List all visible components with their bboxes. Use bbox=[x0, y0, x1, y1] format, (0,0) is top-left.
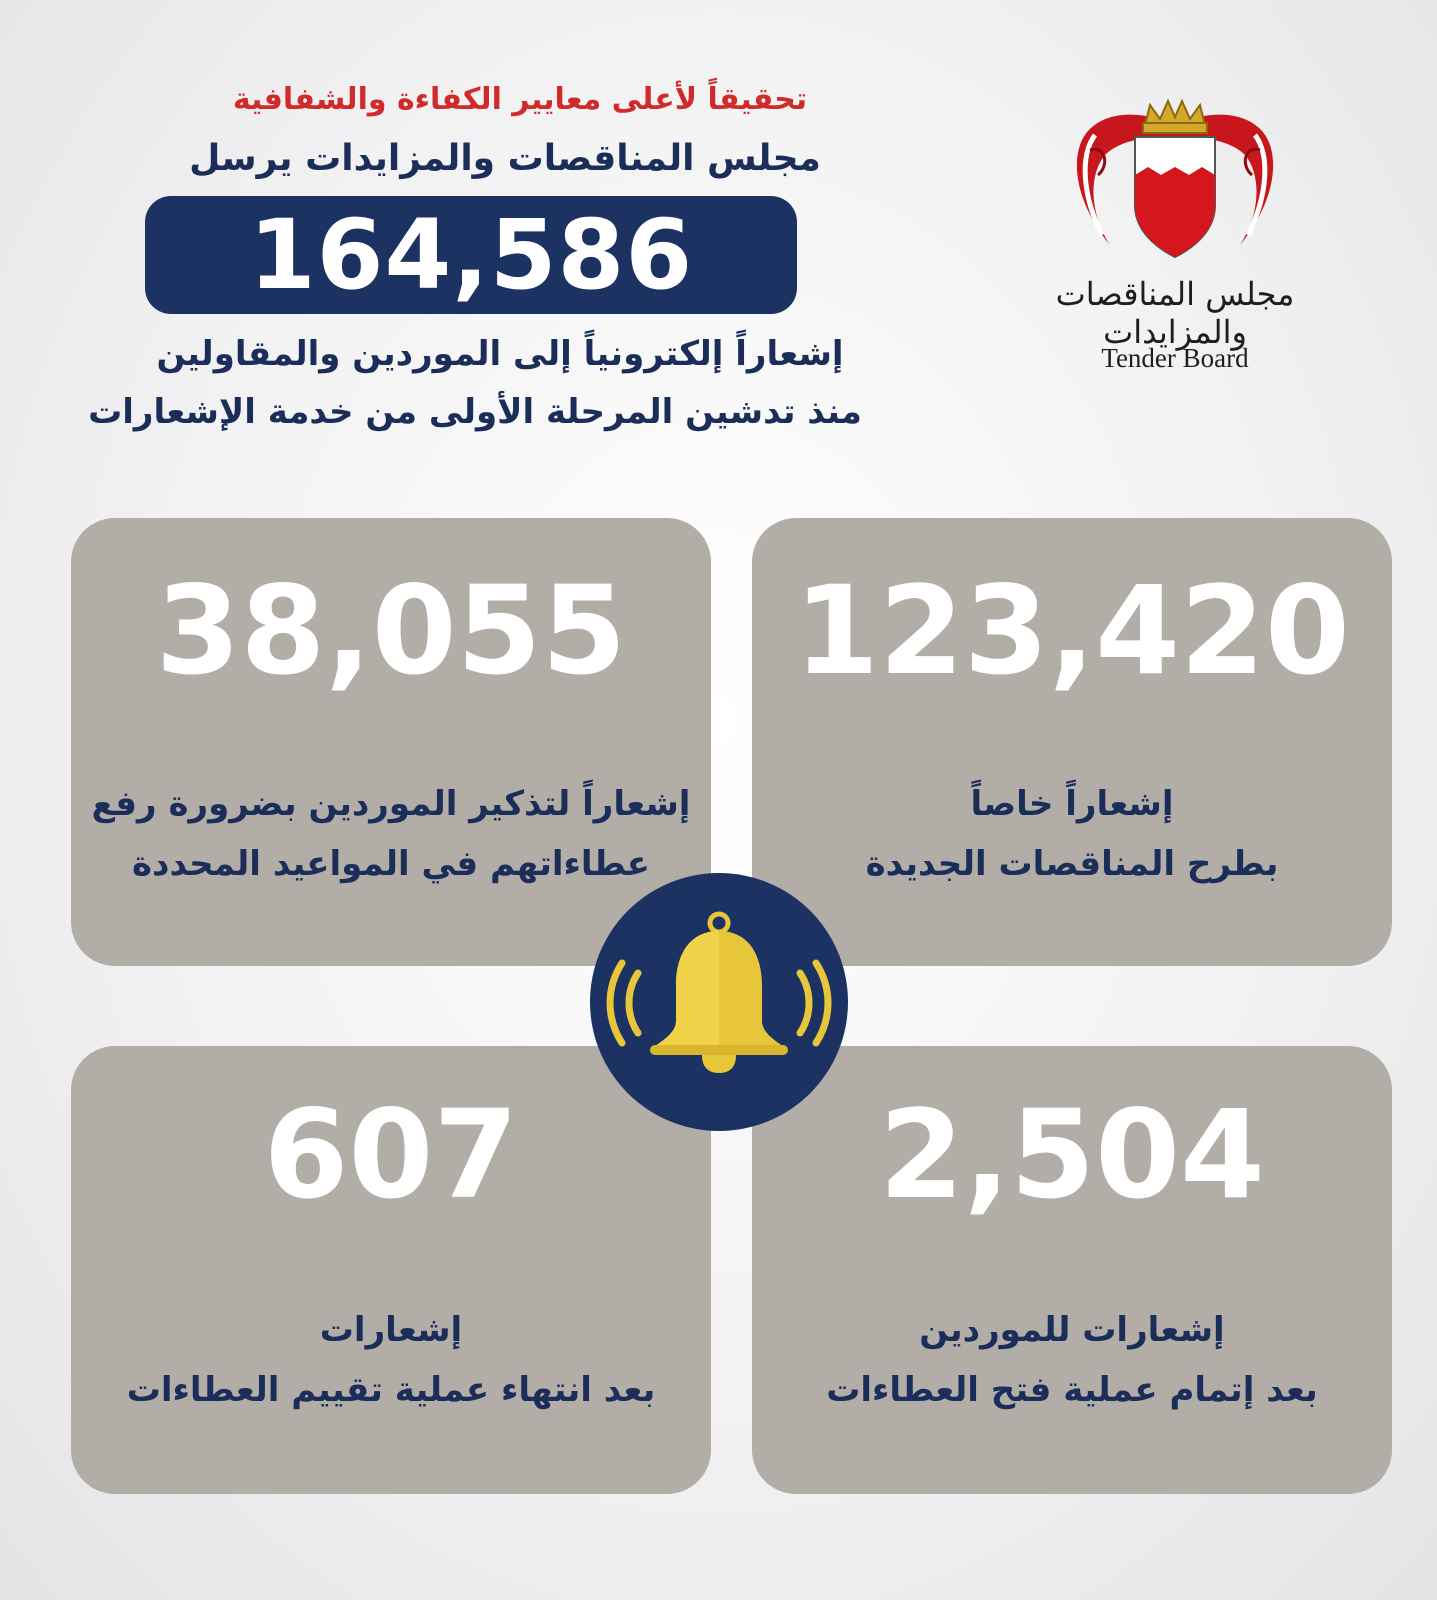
sender-title: مجلس المناقصات والمزايدات يرسل bbox=[189, 138, 821, 179]
stat-description bbox=[71, 1300, 711, 1420]
bell-icon bbox=[590, 873, 848, 1131]
total-number: 164,586 bbox=[248, 199, 694, 311]
stat-number: 123,420 bbox=[794, 560, 1350, 702]
stat-description-line-1: إشعاراً لتذكير الموردين بضرورة رفع bbox=[91, 784, 691, 824]
stat-card-new-tenders bbox=[752, 518, 1392, 966]
stat-description-line-2: بطرح المناقصات الجديدة bbox=[865, 844, 1279, 884]
logo-arabic-name: مجلس المناقصات والمزايدات bbox=[1055, 275, 1295, 351]
bell-badge bbox=[590, 873, 848, 1131]
stat-description bbox=[752, 1300, 1392, 1420]
stat-description-line-1: إشعاراً خاصاً bbox=[970, 784, 1174, 824]
stat-description-line-2: عطاءاتهم في المواعيد المحددة bbox=[131, 844, 650, 884]
stat-card-bid-opening bbox=[752, 1046, 1392, 1494]
tagline: تحقيقاً لأعلى معايير الكفاءة والشفافية bbox=[232, 82, 808, 117]
subtitle-line-1: إشعاراً إلكترونياً إلى الموردين والمقاولين bbox=[156, 334, 844, 374]
stat-description-line-1: إشعارات للموردين bbox=[919, 1310, 1225, 1350]
tender-board-logo bbox=[1010, 95, 1340, 385]
total-badge bbox=[145, 196, 797, 314]
stat-description bbox=[752, 774, 1392, 894]
stat-number: 2,504 bbox=[879, 1084, 1265, 1226]
logo-english-name: Tender Board bbox=[1101, 343, 1249, 373]
subtitle-line-2: منذ تدشين المرحلة الأولى من خدمة الإشعارات bbox=[88, 392, 862, 432]
stat-description-line-2: بعد إتمام عملية فتح العطاءات bbox=[826, 1370, 1318, 1410]
stat-number: 607 bbox=[263, 1084, 519, 1226]
bahrain-emblem-icon bbox=[1010, 95, 1340, 275]
stat-number: 38,055 bbox=[155, 560, 627, 702]
stat-description-line-1: إشعارات bbox=[319, 1310, 463, 1350]
stat-description-line-2: بعد انتهاء عملية تقييم العطاءات bbox=[126, 1370, 656, 1410]
